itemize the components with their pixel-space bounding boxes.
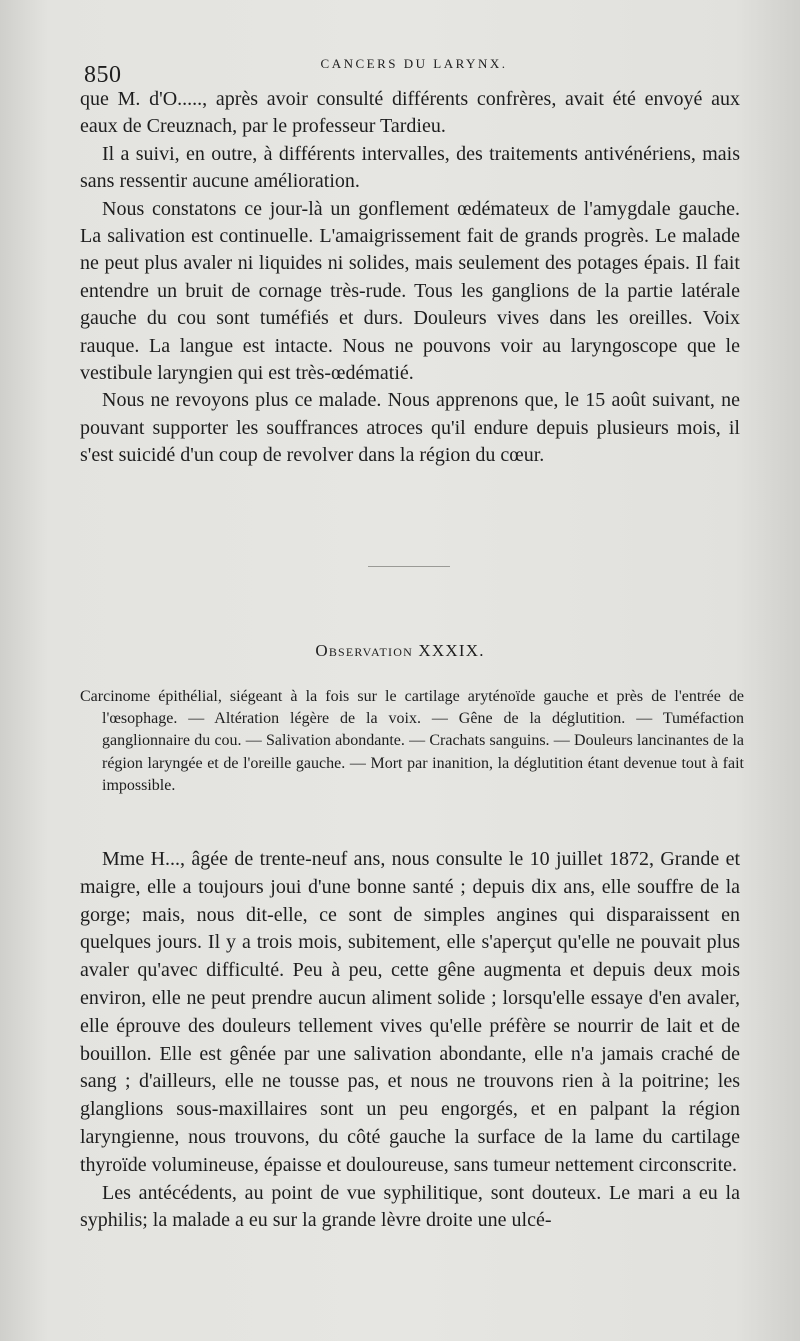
page-number: 850 bbox=[84, 62, 122, 88]
paragraph: que M. d'O....., après avoir consulté différents confrères, avait été envoyé aux eaux de Creuznach, par le professeur Tardieu. bbox=[80, 88, 740, 138]
continued-case-text bbox=[80, 86, 740, 470]
observation-text bbox=[80, 846, 740, 1235]
running-head: CANCERS DU LARYNX. bbox=[320, 56, 508, 71]
paragraph: Mme H..., âgée de trente-neuf ans, nous consulte le 10 juillet 1872, Grande et maigre, elle a toujours joui d'une bonne santé ; depuis dix ans, elle souffre de la gorge; mais, nous dit-elle, ce sont de simples angines qui disparaissent en quelques jours. Il y a trois mois, subitement, elle s'aperçut qu'elle ne pouvait plus avaler qu'avec difficulté. Peu à peu, cette gêne augmenta et depuis deux mois environ, elle ne peut prendre aucun aliment solide ; lorsqu'elle essaye d'en avaler, elle éprouve des douleurs tellement vives qu'elle préfère se nourrir de lait et de bouillon. Elle est gênée par une salivation abondante, elle n'a jamais craché de sang ; d'ailleurs, elle ne tousse pas, et nous ne trouvons rien à la poitrine; les glanglions sous-maxillaires sont un peu engorgés, et en palpant la région laryngienne, nous trouvons, du côté gauche la surface de la lame du cartilage thyroïde volumineuse, épaisse et douloureuse, sans tumeur nettement circonscrite. bbox=[80, 848, 740, 1176]
paragraph: Il a suivi, en outre, à différents intervalles, des traitements antivénériens, mais sans ressentir aucune amélioration. bbox=[80, 142, 740, 193]
paragraph: Nous ne revoyons plus ce malade. Nous apprenons que, le 15 août suivant, ne pouvant supporter les souffrances atroces qu'il endure depuis plusieurs mois, il s'est suicidé d'un coup de revolver dans la région du cœur. bbox=[80, 389, 740, 467]
section-divider bbox=[368, 566, 450, 567]
observation-title: Observation XXXIX. bbox=[315, 641, 485, 660]
paragraph: Nous constatons ce jour-là un gonflement œdémateux de l'amygdale gauche. La salivation est continuelle. L'amaigrissement fait de grands progrès. Le malade ne peut plus avaler ni liquides ni solides, mais seulement des potages épais. Il fait entendre un bruit de cornage très-rude. Tous les ganglions de la partie latérale gauche du cou sont tuméfiés et durs. Douleurs vives dans les oreilles. Voix rauque. La langue est intacte. Nous ne pouvons voir au laryngoscope que le vestibule laryngien qui est très-œdématié. bbox=[80, 197, 740, 385]
observation-summary: Carcinome épithélial, siégeant à la fois sur le cartilage aryténoïde gauche et près de l'entrée de l'œsophage. — Altération légère de la voix. — Gêne de la déglutition. — Tuméfaction ganglionnaire du cou. — Salivation abondante. — Crachats sanguins. — Douleurs lancinantes de la région laryngée et de l'oreille gauche. — Mort par inanition, la déglutition étant devenue tout à fait impossible. bbox=[80, 688, 744, 794]
paragraph: Les antécédents, au point de vue syphilitique, sont douteux. Le mari a eu la syphilis; la malade a eu sur la grande lèvre droite une ulcé- bbox=[80, 1181, 740, 1232]
